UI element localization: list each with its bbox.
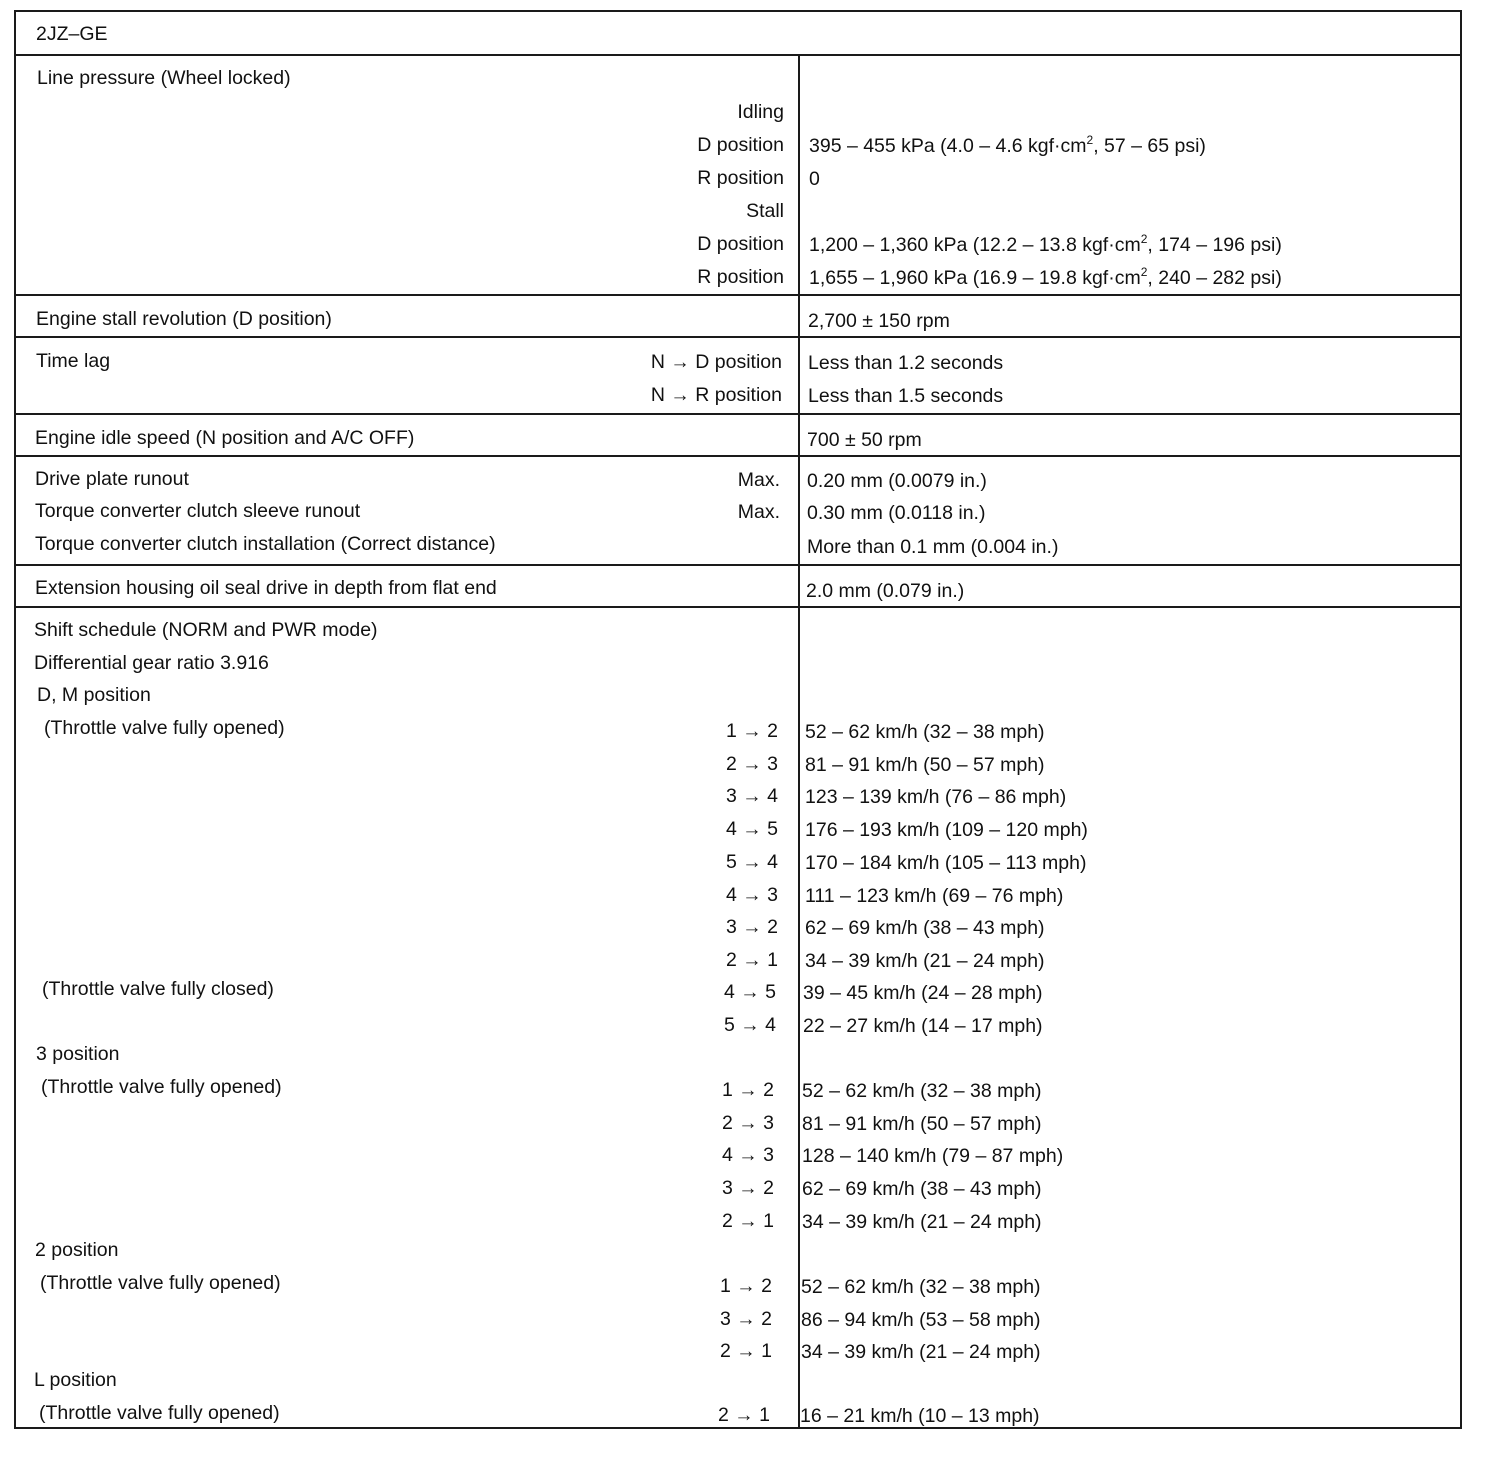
line-pressure-title: Line pressure (Wheel locked) bbox=[37, 67, 291, 89]
gear-ratio: Differential gear ratio 3.916 bbox=[34, 652, 269, 674]
shift-speed-value: 86 – 94 km/h (53 – 58 mph) bbox=[801, 1308, 1041, 1331]
stall-revolution-label: Engine stall revolution (D position) bbox=[36, 308, 332, 330]
idling-label: Idling bbox=[737, 101, 784, 123]
shift-label: 4 → 5 bbox=[725, 818, 778, 841]
p3-position-label: 3 position bbox=[36, 1043, 120, 1065]
shift-label: 1 → 2 bbox=[719, 1275, 772, 1297]
shift-speed-value: 111 – 123 km/h (69 – 76 mph) bbox=[805, 884, 1064, 907]
p2-position-label: 2 position bbox=[35, 1239, 119, 1261]
dm-position-label: D, M position bbox=[37, 684, 151, 706]
sleeve-runout-label: Torque converter clutch sleeve runout bbox=[35, 500, 361, 522]
shift-label: 3 → 4 bbox=[725, 785, 778, 808]
shift-speed-value: 81 – 91 km/h (50 – 57 mph) bbox=[802, 1112, 1042, 1135]
spec-table bbox=[14, 10, 1462, 1429]
shift-label: 4 → 3 bbox=[721, 1144, 774, 1167]
shift-speed-value: 39 – 45 km/h (24 – 28 mph) bbox=[803, 982, 1043, 1004]
shift-speed-value: 34 – 39 km/h (21 – 24 mph) bbox=[802, 1210, 1042, 1233]
shift-label: 5 → 4 bbox=[723, 1013, 776, 1036]
stall-d-value: 1,200 – 1,360 kPa (12.2 – 13.8 $kgf\cdot cm^2$, 174 – 196 psi) bbox=[809, 231, 1282, 256]
shift-speed-value: 22 – 27 km/h (14 – 17 mph) bbox=[803, 1014, 1043, 1037]
drive-plate-max: Max. bbox=[737, 469, 780, 491]
row-divider bbox=[16, 455, 1460, 457]
shift-speed-value: 62 – 69 km/h (38 – 43 mph) bbox=[802, 1178, 1042, 1201]
installation-label: Torque converter clutch installation (Correct distance) bbox=[35, 533, 496, 555]
shift-speed-value: 81 – 91 km/h (50 – 57 mph) bbox=[805, 753, 1045, 776]
row-divider bbox=[16, 606, 1460, 608]
row-divider bbox=[16, 413, 1460, 415]
stall-r-label: R position bbox=[697, 266, 784, 288]
shift-speed-value: 52 – 62 km/h (32 – 38 mph) bbox=[805, 721, 1045, 743]
p2-open-label: (Throttle valve fully opened) bbox=[40, 1272, 281, 1294]
shift-label: 3 → 2 bbox=[719, 1307, 772, 1330]
stall-revolution-value: 2,700 ± 150 rpm bbox=[808, 310, 950, 332]
time-lag-nr-value: Less than 1.5 seconds bbox=[808, 385, 1004, 407]
idling-r-label: R position bbox=[697, 167, 784, 189]
shift-speed-value: 34 – 39 km/h (21 – 24 mph) bbox=[801, 1341, 1041, 1364]
shift-label: 5 → 4 bbox=[725, 850, 778, 873]
shift-label: 2 → 3 bbox=[725, 752, 778, 775]
stall-label: Stall bbox=[746, 200, 784, 222]
time-lag-label: Time lag bbox=[36, 350, 111, 372]
sleeve-runout-value: 0.30 mm (0.0118 in.) bbox=[807, 502, 986, 524]
column-divider bbox=[798, 54, 800, 1429]
time-lag-nd-value: Less than 1.2 seconds bbox=[808, 352, 1004, 374]
stall-d-label: D position bbox=[697, 233, 784, 255]
shift-label: 4 → 3 bbox=[725, 883, 778, 906]
stall-r-value: 1,655 – 1,960 kPa (16.9 – 19.8 $kgf\cdot cm^2$, 240 – 282 psi) bbox=[809, 264, 1282, 289]
shift-speed-value: 34 – 39 km/h (21 – 24 mph) bbox=[805, 949, 1045, 972]
shift-label: 2 → 1 bbox=[719, 1340, 772, 1363]
row-divider bbox=[16, 54, 1460, 56]
shift-label: 4 → 5 bbox=[723, 981, 776, 1003]
shift-schedule-title: Shift schedule (NORM and PWR mode) bbox=[34, 619, 378, 641]
shift-speed-value: 123 – 139 km/h (76 – 86 mph) bbox=[805, 786, 1067, 809]
sleeve-runout-max: Max. bbox=[737, 501, 780, 523]
oil-seal-label: Extension housing oil seal drive in depth from flat end bbox=[35, 577, 497, 599]
l-position-label: L position bbox=[34, 1369, 117, 1391]
shift-speed-value: 16 – 21 km/h (10 – 13 mph) bbox=[800, 1405, 1040, 1427]
row-divider bbox=[16, 336, 1460, 338]
l-open-label: (Throttle valve fully opened) bbox=[39, 1402, 280, 1424]
shift-label: 2 → 3 bbox=[721, 1111, 774, 1134]
shift-speed-value: 176 – 193 km/h (109 – 120 mph) bbox=[805, 819, 1088, 842]
dm-closed-label: (Throttle valve fully closed) bbox=[42, 978, 274, 1000]
shift-label: 1 → 2 bbox=[721, 1079, 774, 1101]
idle-speed-value: 700 ± 50 rpm bbox=[807, 429, 922, 451]
time-lag-nr-label: N → R position bbox=[650, 384, 782, 406]
shift-label: 2 → 1 bbox=[721, 1209, 774, 1232]
idling-r-value: 0 bbox=[809, 168, 820, 190]
shift-speed-value: 170 – 184 km/h (105 – 113 mph) bbox=[805, 851, 1087, 874]
oil-seal-value: 2.0 mm (0.079 in.) bbox=[806, 580, 965, 602]
shift-speed-value: 128 – 140 km/h (79 – 87 mph) bbox=[802, 1145, 1064, 1168]
row-divider bbox=[16, 564, 1460, 566]
drive-plate-value: 0.20 mm (0.0079 in.) bbox=[807, 470, 987, 492]
dm-open-label: (Throttle valve fully opened) bbox=[44, 717, 285, 739]
idle-speed-label: Engine idle speed (N position and A/C OFF) bbox=[35, 427, 415, 449]
p3-open-label: (Throttle valve fully opened) bbox=[41, 1076, 282, 1098]
idling-d-label: D position bbox=[697, 134, 784, 156]
engine-code: 2JZ–GE bbox=[36, 23, 108, 45]
drive-plate-label: Drive plate runout bbox=[35, 468, 189, 490]
row-divider bbox=[16, 294, 1460, 296]
time-lag-nd-label: N → D position bbox=[650, 351, 782, 373]
shift-label: 3 → 2 bbox=[725, 916, 778, 939]
shift-label: 3 → 2 bbox=[721, 1177, 774, 1200]
shift-speed-value: 62 – 69 km/h (38 – 43 mph) bbox=[805, 917, 1045, 940]
shift-label: 1 → 2 bbox=[725, 720, 778, 742]
shift-speed-value: 52 – 62 km/h (32 – 38 mph) bbox=[802, 1080, 1042, 1102]
shift-label: 2 → 1 bbox=[717, 1404, 770, 1426]
shift-speed-value: 52 – 62 km/h (32 – 38 mph) bbox=[801, 1276, 1041, 1298]
installation-value: More than 0.1 mm (0.004 in.) bbox=[807, 536, 1059, 558]
idling-d-value: 395 – 455 kPa (4.0 – 4.6 $kgf\cdot cm^2$, 57 – 65 psi) bbox=[809, 132, 1206, 157]
shift-label: 2 → 1 bbox=[725, 948, 778, 971]
